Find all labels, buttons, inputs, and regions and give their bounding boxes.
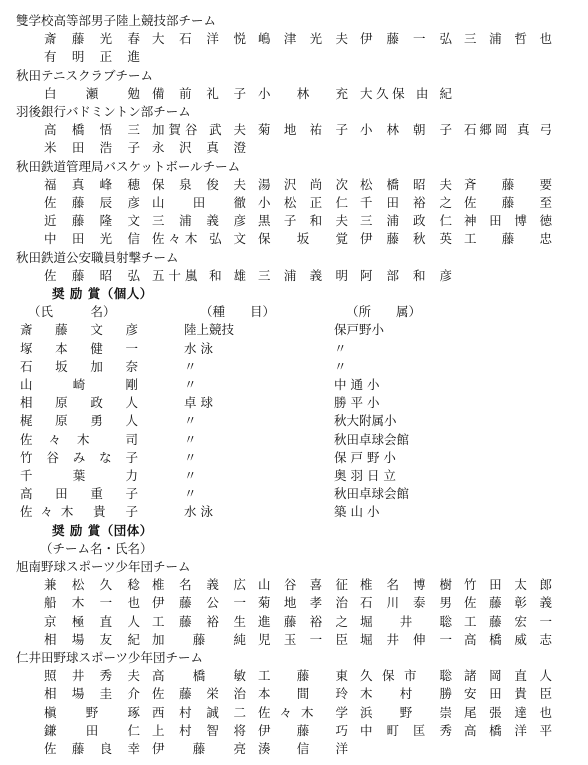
individual-name: 竹 谷 み な 子: [20, 449, 138, 465]
member-name: 兼 松 久 稔: [44, 577, 140, 593]
individual-affiliation: 保戸野小: [334, 322, 385, 338]
member-name: 保 坂 覚: [258, 231, 348, 247]
individual-event: 〃: [184, 468, 197, 483]
member-row: [44, 267, 580, 285]
member-name: 進 藤 裕 之: [258, 613, 348, 629]
member-name: 中 町 匡 秀: [360, 722, 452, 738]
member-name: 相 場 友 紀: [44, 631, 140, 647]
member-row: [44, 631, 580, 649]
member-name: 伊 藤 亮: [152, 741, 246, 756]
individual-event: 〃: [184, 431, 197, 447]
member-row: [44, 722, 580, 740]
member-name: 工 藤 東: [258, 668, 348, 684]
member-name: 備 前 礼 子: [152, 85, 246, 101]
member-row: [44, 594, 580, 612]
individual-name: 山 崎 剛: [20, 377, 138, 392]
member-row: [44, 576, 580, 594]
member-name: 白 瀬 勉: [44, 85, 140, 101]
member-name: 三 浦 政 仁: [360, 213, 452, 229]
individual-event: 〃: [184, 486, 197, 502]
member-name: 佐 藤 至: [464, 195, 552, 210]
individual-event: 水 泳: [184, 340, 213, 356]
column-header: （所 属）: [346, 304, 422, 320]
member-name: 工 藤 忠: [464, 231, 552, 247]
member-name: 山 谷 喜 征: [258, 577, 348, 593]
member-row: [44, 704, 580, 722]
member-name: 菊 地 孝 治: [258, 595, 348, 611]
member-name: 斉 藤 要: [464, 176, 552, 192]
individual-affiliation: 築 山 小: [334, 504, 380, 520]
individual-affiliation: 保 戸 野 小: [334, 449, 396, 465]
member-name: 佐 藤 良 幸: [44, 741, 140, 756]
column-header: （種 目）: [200, 304, 276, 320]
member-name: 湯 沢 尚 次: [258, 176, 348, 192]
individual-affiliation: 秋田卓球会館: [334, 431, 410, 447]
member-row: [44, 176, 580, 194]
member-name: 相 場 圭 介: [44, 686, 140, 702]
member-name: 斎 藤 光 春: [44, 31, 140, 47]
member-name: 児 玉 一 臣: [258, 631, 348, 647]
member-name: 高 橋 洋 平: [464, 722, 552, 738]
individual-name: 佐々木 司: [20, 431, 138, 447]
individual-row: [20, 376, 440, 394]
member-row: [44, 85, 580, 103]
member-name: 佐々木 学: [258, 704, 348, 720]
member-name: 椎 名 義 広: [152, 577, 246, 593]
member-name: 佐 藤 彰 義: [464, 595, 552, 611]
team-name: 秋田テニスクラブチーム: [16, 67, 154, 83]
member-name: 小 林 朝 子: [360, 122, 452, 138]
member-name: 工 藤 宏 一: [464, 613, 552, 629]
member-name: 久保市 聡: [360, 668, 452, 684]
individual-affiliation: 〃: [334, 358, 347, 374]
individual-event: 〃: [184, 413, 197, 429]
individual-event: 卓 球: [184, 395, 213, 411]
individual-affiliation: 秋田卓球会館: [334, 486, 410, 502]
member-name: 浜 野 崇: [360, 704, 452, 720]
member-name: 保 泉 俊 夫: [152, 176, 246, 192]
member-name: 松 橋 昭 夫: [360, 176, 452, 192]
member-name: 諸 岡 直 人: [464, 668, 552, 684]
member-row: [44, 30, 580, 48]
member-name: 伊 藤 秋 英: [360, 231, 452, 247]
member-name: 石郷岡 真 弓: [464, 122, 552, 138]
individual-name: 梶 原 勇 人: [20, 413, 138, 429]
member-name: 竹 田 太 郎: [464, 577, 552, 593]
individual-name: 石 坂 加 奈: [20, 358, 138, 374]
individual-row: [20, 467, 440, 485]
individual-name: 斎 藤 文 彦: [20, 322, 138, 338]
member-name: 伊 藤 公 一: [152, 595, 246, 611]
member-name: 佐々木 弘 文: [152, 231, 246, 247]
member-name: 千 田 裕 之: [360, 195, 452, 210]
individual-row: [20, 340, 440, 358]
member-name: 工 藤 裕 生: [152, 613, 246, 629]
column-headers: [28, 303, 448, 321]
member-name: 菊 地 祐 子: [258, 122, 348, 138]
member-name: 湊 信 洋: [258, 741, 348, 756]
member-name: 椎 名 博 樹: [360, 577, 452, 593]
individual-name: 高 田 重 子: [20, 486, 138, 502]
individual-name: 塚 本 健 一: [20, 340, 138, 356]
member-name: 堀 井 伸 一: [360, 631, 452, 647]
member-name: 大久保 由 紀: [360, 85, 452, 101]
team-name: 秋田鉄道管理局バスケットボールチーム: [16, 158, 241, 174]
member-name: 三 浦 哲 也: [464, 31, 552, 47]
individual-row: [20, 358, 440, 376]
individual-event: 〃: [184, 449, 197, 465]
member-row: [44, 212, 580, 230]
member-row: [44, 667, 580, 685]
member-row: [44, 230, 580, 248]
member-name: 小 林 充: [258, 85, 348, 101]
member-name: 伊 藤 一 弘: [360, 31, 452, 47]
member-name: 永 沢 真 澄: [152, 140, 246, 156]
member-name: 高 橋 悟 三: [44, 122, 140, 138]
member-name: 加 藤 純: [152, 631, 246, 647]
member-name: 西 村 誠 二: [152, 704, 246, 720]
individual-row: [20, 394, 440, 412]
individual-name: 佐々木 貴 子: [20, 504, 138, 520]
group-award-heading: 奨 励 賞（団体）: [52, 522, 153, 538]
member-name: 有 明 正 進: [44, 49, 140, 65]
individual-event: 〃: [184, 377, 197, 392]
individual-row: [20, 321, 440, 339]
member-name: 佐 藤 辰 彦: [44, 195, 140, 210]
individual-award-heading: 奨 励 賞（個人）: [52, 286, 153, 301]
member-name: 高 橋 敏: [152, 668, 246, 684]
member-name: 佐 藤 昭 弘: [44, 267, 140, 283]
individual-name: 千 葉 力: [20, 468, 138, 483]
individual-affiliation: 〃: [334, 340, 347, 356]
member-name: 京 極 直 人: [44, 613, 140, 629]
member-name: 近 藤 隆 文: [44, 213, 140, 229]
individual-affiliation: 秋大附属小: [334, 413, 397, 429]
member-row: [44, 685, 580, 703]
team-name: 雙学校高等部男子陸上競技部チーム: [16, 13, 217, 28]
member-name: 佐 藤 栄 治: [152, 686, 246, 702]
member-name: 伊 藤 巧: [258, 722, 348, 738]
team-name: 秋田鉄道公安職員射撃チーム: [16, 249, 179, 265]
member-row: [44, 48, 580, 66]
member-name: 大 石 洋 悦: [152, 31, 246, 47]
member-name: 上 村 智 将: [152, 722, 246, 738]
member-name: 鎌 田 仁: [44, 722, 140, 738]
member-name: 黒 子 和 夫: [258, 213, 348, 229]
team-name: 旭南野球スポーツ少年団チーム: [16, 559, 191, 574]
column-header: （氏 名）: [28, 304, 116, 320]
member-row: [44, 194, 580, 212]
member-row: [44, 139, 580, 157]
individual-name: 相 原 政 人: [20, 395, 138, 411]
member-name: 三 浦 義 明: [258, 267, 348, 283]
member-name: 槇 野 琢: [44, 704, 140, 720]
member-name: 阿 部 和 彦: [360, 267, 452, 283]
individual-row: [20, 449, 440, 467]
individual-row: [20, 412, 440, 430]
member-name: 高 橋 威 志: [464, 631, 552, 647]
member-name: 加賀谷 武 夫: [152, 122, 246, 138]
member-name: 五十嵐 和 雄: [152, 267, 246, 283]
member-name: 小 松 正 仁: [258, 195, 348, 210]
member-name: 本 間 玲: [258, 686, 348, 702]
individual-event: 陸上競技: [184, 322, 235, 338]
member-name: 三 浦 義 彦: [152, 213, 246, 229]
member-name: 中 田 光 信: [44, 231, 140, 247]
individual-affiliation: 勝 平 小: [334, 395, 380, 411]
member-name: 安 田 貴 臣: [464, 686, 552, 702]
individual-row: [20, 485, 440, 503]
member-row: [44, 121, 580, 139]
member-name: 堀 井 聡: [360, 613, 452, 629]
individual-row: [20, 503, 440, 521]
individual-event: 〃: [184, 358, 197, 374]
member-name: 照 井 秀 夫: [44, 668, 140, 684]
member-row: [44, 613, 580, 631]
member-name: 神 田 博 徳: [464, 213, 552, 229]
member-name: 木 村 勝: [360, 686, 452, 702]
team-name: 仁井田野球スポーツ少年団チーム: [16, 650, 204, 665]
member-name: 嶋 津 光 夫: [258, 31, 348, 47]
individual-affiliation: 奥 羽 日 立: [334, 468, 396, 483]
member-name: 船 木 一 也: [44, 595, 140, 611]
individual-event: 水 泳: [184, 504, 213, 520]
member-row: [44, 740, 580, 758]
individual-affiliation: 中 通 小: [334, 377, 380, 392]
member-name: 米 田 浩 子: [44, 140, 140, 156]
member-name: 尾 張 達 也: [464, 704, 552, 720]
team-name: 羽後銀行バドミントン部チーム: [16, 104, 191, 119]
individual-row: [20, 431, 440, 449]
member-name: 山 田 徹: [152, 195, 246, 210]
member-name: 石 川 泰 男: [360, 595, 452, 611]
group-award-subheading: （チーム名・氏名）: [40, 540, 153, 556]
member-name: 福 真 峰 穂: [44, 176, 140, 192]
